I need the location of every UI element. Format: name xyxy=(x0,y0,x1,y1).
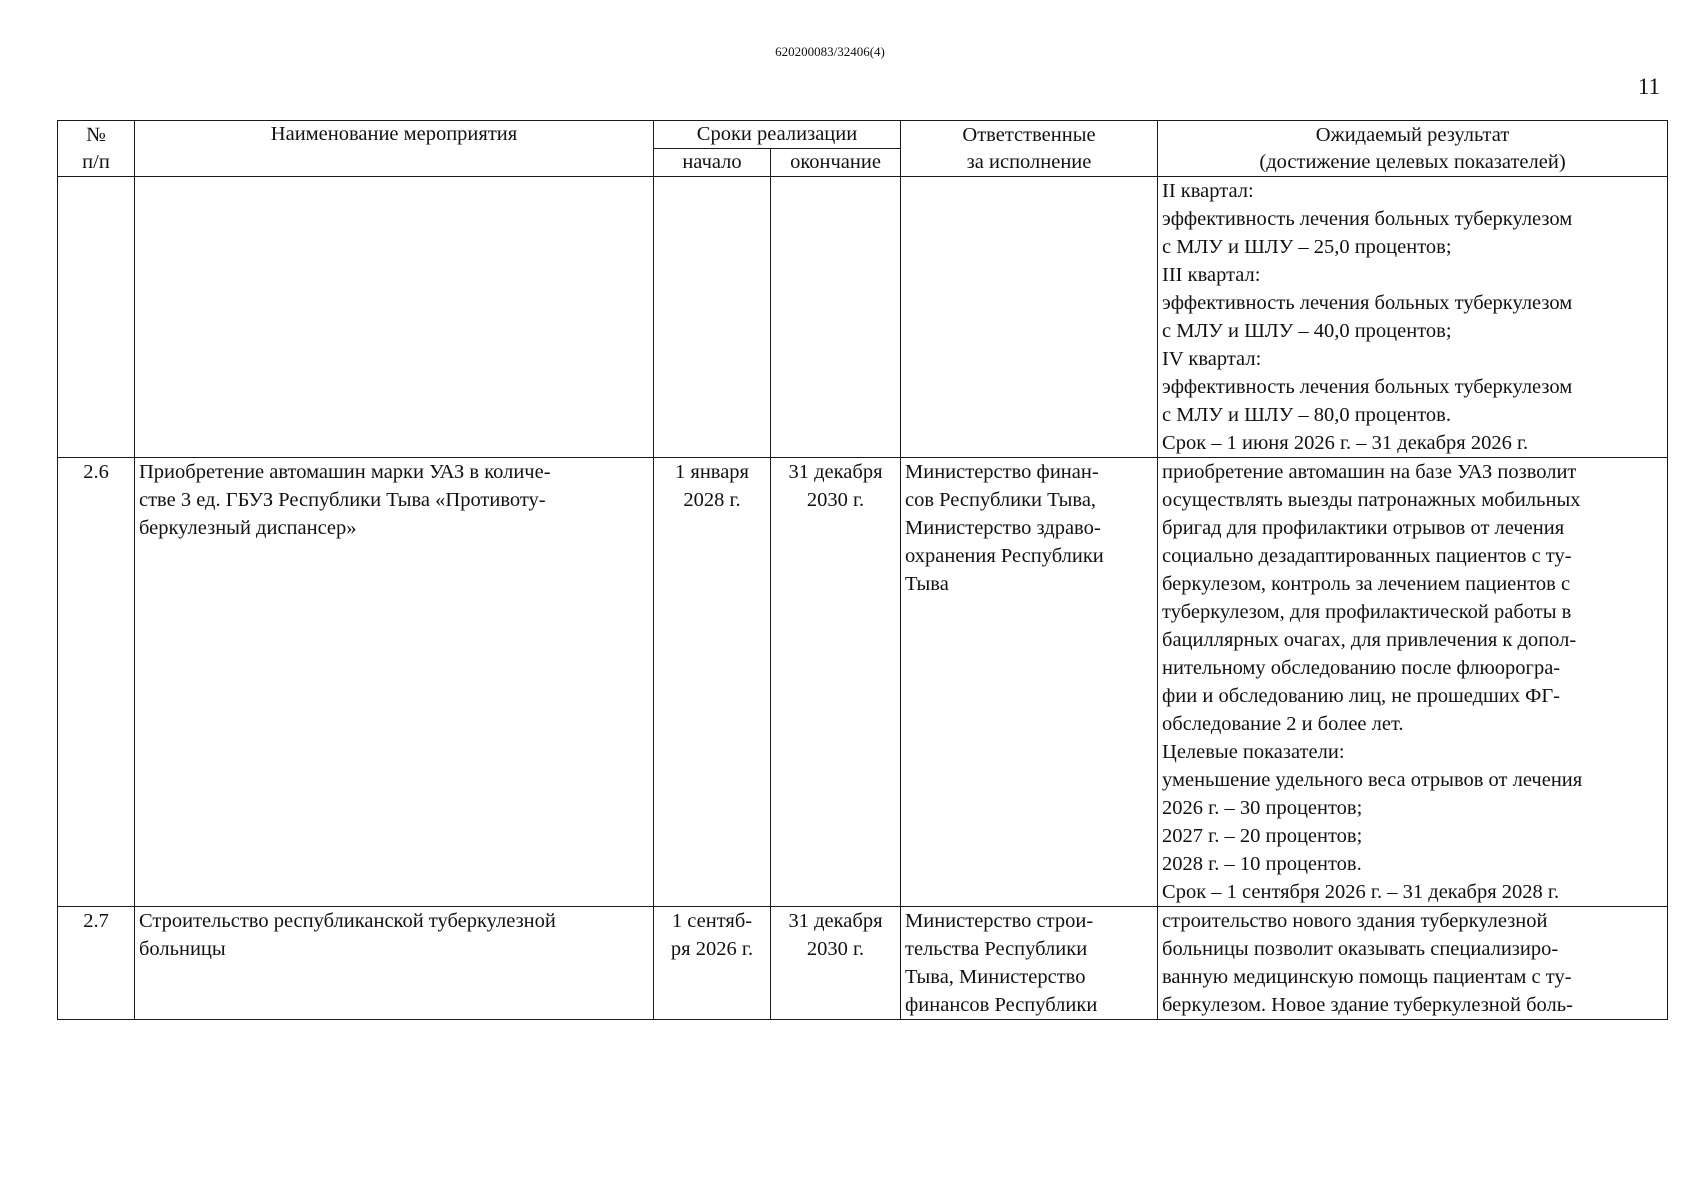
col-header-number xyxy=(58,121,135,177)
col-header-result-line: (достижение целевых показателей) xyxy=(1259,150,1566,173)
table-row xyxy=(58,907,1668,1020)
cell-result-line: социально дезадаптированных пациентов с ту- xyxy=(1162,545,1572,567)
col-header-end: окончание xyxy=(771,149,901,177)
col-header-number-line: № xyxy=(86,123,106,146)
cell-start xyxy=(654,177,771,458)
cell-result-line: эффективность лечения больных туберкулезом xyxy=(1162,208,1573,230)
cell-result-line: туберкулезом, для профилактической работы в xyxy=(1162,601,1572,623)
cell-result-line: III квартал: xyxy=(1162,264,1261,286)
cell-result-line: Целевые показатели: xyxy=(1162,741,1345,763)
table-row xyxy=(58,458,1668,907)
cell-result-line: II квартал: xyxy=(1162,180,1254,202)
cell-result-line: бациллярных очагах, для привлечения к допол- xyxy=(1162,629,1577,651)
cell-name-line: стве 3 ед. ГБУЗ Республики Тыва «Противоту- xyxy=(139,489,546,511)
table-row xyxy=(58,177,1668,458)
cell-result xyxy=(1158,177,1668,458)
cell-name-line: Приобретение автомашин марки УАЗ в количе- xyxy=(139,461,551,483)
cell-responsible xyxy=(901,907,1158,1020)
cell-number xyxy=(58,177,135,458)
cell-result-line: уменьшение удельного веса отрывов от лечения xyxy=(1162,769,1583,791)
cell-result-line: приобретение автомашин на базе УАЗ позволит xyxy=(1162,461,1577,483)
cell-end xyxy=(771,907,901,1020)
cell-start-line: 1 января xyxy=(675,461,749,483)
col-header-responsible-line: Ответственные xyxy=(962,123,1096,146)
cell-responsible-line: сов Республики Тыва, xyxy=(905,489,1097,511)
cell-responsible-line: Министерство финан- xyxy=(905,461,1099,483)
cell-result-line: Срок – 1 июня 2026 г. – 31 декабря 2026 г. xyxy=(1162,432,1529,454)
cell-result-line: Срок – 1 сентября 2026 г. – 31 декабря 2028 г. xyxy=(1162,881,1560,903)
cell-responsible-line: Министерство строи- xyxy=(905,910,1094,932)
page-number: 11 xyxy=(1637,74,1660,99)
cell-result-line: эффективность лечения больных туберкулезом xyxy=(1162,292,1573,314)
cell-result-line: 2028 г. – 10 процентов. xyxy=(1162,853,1362,875)
cell-responsible xyxy=(901,458,1158,907)
cell-name-line: Строительство республиканской туберкулезной xyxy=(139,910,556,932)
cell-result-line: с МЛУ и ШЛУ – 25,0 процентов; xyxy=(1162,236,1452,258)
cell-result-line: больницы позволит оказывать специализиро- xyxy=(1162,938,1559,960)
cell-result-line: беркулезом. Новое здание туберкулезной боль- xyxy=(1162,994,1573,1016)
cell-number: 2.7 xyxy=(58,907,135,1020)
cell-start xyxy=(654,458,771,907)
col-header-number-line: п/п xyxy=(82,150,110,173)
col-header-name: Наименование мероприятия xyxy=(135,121,654,177)
cell-responsible-line: Тыва xyxy=(905,573,949,595)
cell-result-line: строительство нового здания туберкулезной xyxy=(1162,910,1548,932)
col-header-start: начало xyxy=(654,149,771,177)
cell-result-line: фии и обследованию лиц, не прошедших ФГ- xyxy=(1162,685,1561,707)
cell-result-line: эффективность лечения больных туберкулезом xyxy=(1162,376,1573,398)
cell-responsible-line: Тыва, Министерство xyxy=(905,966,1086,988)
cell-name-line: больницы xyxy=(139,938,226,960)
cell-result xyxy=(1158,458,1668,907)
col-header-responsible-line: за исполнение xyxy=(966,150,1092,173)
cell-result-line: 2026 г. – 30 процентов; xyxy=(1162,797,1363,819)
cell-result xyxy=(1158,907,1668,1020)
col-header-result xyxy=(1158,121,1668,177)
table-body xyxy=(58,177,1668,1020)
cell-name xyxy=(135,458,654,907)
cell-responsible-line: охранения Республики xyxy=(905,545,1104,567)
cell-start xyxy=(654,907,771,1020)
cell-responsible-line: Министерство здраво- xyxy=(905,517,1101,539)
col-header-responsible xyxy=(901,121,1158,177)
col-header-result-line: Ожидаемый результат xyxy=(1315,123,1510,146)
cell-name xyxy=(135,177,654,458)
cell-result-line: бригад для профилактики отрывов от лечения xyxy=(1162,517,1565,539)
cell-result-line: осуществлять выезды патронажных мобильных xyxy=(1162,489,1581,511)
cell-end xyxy=(771,177,901,458)
cell-name xyxy=(135,907,654,1020)
cell-end-line: 2030 г. xyxy=(806,489,865,511)
cell-result-line: беркулезом, контроль за лечением пациентов с xyxy=(1162,573,1571,595)
cell-end-line: 2030 г. xyxy=(806,938,865,960)
cell-end xyxy=(771,458,901,907)
cell-name-line: беркулезный диспансер» xyxy=(139,517,357,539)
cell-result-line: с МЛУ и ШЛУ – 80,0 процентов. xyxy=(1162,404,1451,426)
document-code: 620200083/32406(4) xyxy=(775,44,885,59)
cell-responsible-line: тельства Республики xyxy=(905,938,1088,960)
cell-result-line: с МЛУ и ШЛУ – 40,0 процентов; xyxy=(1162,320,1452,342)
measures-table xyxy=(57,120,1668,1020)
cell-result-line: нительному обследованию после флюорогра- xyxy=(1162,657,1561,679)
cell-result-line: обследование 2 и более лет. xyxy=(1162,713,1404,735)
cell-end-line: 31 декабря xyxy=(788,910,883,932)
col-header-period: Сроки реализации xyxy=(654,121,901,149)
cell-responsible xyxy=(901,177,1158,458)
cell-number: 2.6 xyxy=(58,458,135,907)
table-header-row xyxy=(58,121,1668,149)
cell-result-line: ванную медицинскую помощь пациентам с ту- xyxy=(1162,966,1572,988)
cell-start-line: 1 сентяб- xyxy=(671,910,753,932)
cell-responsible-line: финансов Республики xyxy=(905,994,1098,1016)
cell-start-line: ря 2026 г. xyxy=(670,938,754,960)
cell-end-line: 31 декабря xyxy=(788,461,883,483)
cell-result-line: IV квартал: xyxy=(1162,348,1262,370)
cell-result-line: 2027 г. – 20 процентов; xyxy=(1162,825,1363,847)
cell-start-line: 2028 г. xyxy=(683,489,741,511)
